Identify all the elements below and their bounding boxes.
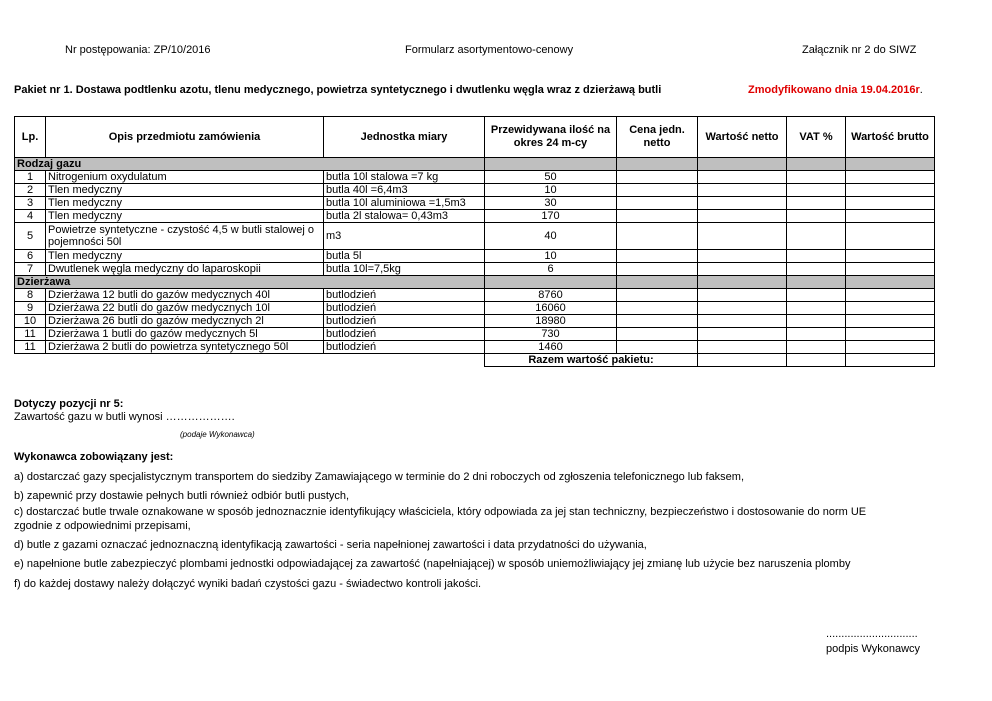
cell-vat[interactable] [787, 302, 846, 315]
signature-dots: .............................. [826, 628, 918, 640]
form-title: Formularz asortymentowo-cenowy [405, 44, 574, 56]
table-row [15, 315, 935, 328]
cell-quantity: 1460 [485, 341, 617, 354]
cell-vat[interactable] [787, 171, 846, 184]
cell-lp: 6 [15, 250, 46, 263]
cell-description: Dzierżawa 12 butli do gazów medycznych 40l [46, 289, 324, 302]
cell-gross-value[interactable] [846, 341, 935, 354]
cell-unit: butlodzień [324, 328, 485, 341]
cell-unit: butlodzień [324, 341, 485, 354]
price-table [14, 116, 935, 367]
cell-quantity: 6 [485, 263, 617, 276]
cell-gross-value[interactable] [846, 315, 935, 328]
col-description: Opis przedmiotu zamówienia [46, 117, 324, 158]
table-row [15, 302, 935, 315]
attachment-number: Załącznik nr 2 do SIWZ [802, 44, 917, 56]
cell-unit-price[interactable] [617, 289, 698, 302]
table-row [15, 250, 935, 263]
cell-description: Dzierżawa 26 butli do gazów medycznych 2l [46, 315, 324, 328]
cell-unit-price[interactable] [617, 223, 698, 250]
cell-vat[interactable] [787, 341, 846, 354]
total-label: Razem wartość pakietu: [485, 354, 698, 367]
table-row [15, 223, 935, 250]
cell-description: Tlen medyczny [46, 197, 324, 210]
obligations-title: Wykonawca zobowiązany jest: [14, 451, 174, 463]
cell-net-value[interactable] [698, 184, 787, 197]
cell-description: Dwutlenek węgla medyczny do laparoskopii [46, 263, 324, 276]
col-unit-price: Cena jedn. netto [617, 117, 698, 158]
obligation-e: e) napełnione butle zabezpieczyć plombami jednostki odpowiadającej za zawartość (napełniającej) w sposób uniemożliwiający jej zmianę lub użycie bez naruszenia plomby [14, 558, 851, 570]
cell-description: Tlen medyczny [46, 250, 324, 263]
table-row [15, 263, 935, 276]
cell-unit: m3 [324, 223, 485, 250]
cell-gross-value[interactable] [846, 302, 935, 315]
cell-unit-price[interactable] [617, 302, 698, 315]
total-gross-value[interactable] [846, 354, 935, 367]
cell-quantity: 10 [485, 250, 617, 263]
cell-unit-price[interactable] [617, 171, 698, 184]
cell-gross-value[interactable] [846, 263, 935, 276]
cell-net-value[interactable] [698, 263, 787, 276]
cell-gross-value[interactable] [846, 184, 935, 197]
signature-label: podpis Wykonawcy [826, 643, 921, 655]
cell-unit: butla 40l =6,4m3 [324, 184, 485, 197]
table-row [15, 184, 935, 197]
cell-net-value[interactable] [698, 197, 787, 210]
obligation-f: f) do każdej dostawy należy dołączyć wyniki badań czystości gazu - świadectwo kontroli jakości. [14, 578, 482, 590]
obligation-a: a) dostarczać gazy specjalistycznym transportem do siedziby Zamawiającego w terminie do 2 dni roboczych od zgłoszenia telefonicznego lub faksem, [14, 471, 745, 483]
cell-net-value[interactable] [698, 289, 787, 302]
table-row [15, 210, 935, 223]
cell-gross-value[interactable] [846, 210, 935, 223]
cell-description: Tlen medyczny [46, 184, 324, 197]
cell-gross-value[interactable] [846, 289, 935, 302]
cell-unit-price[interactable] [617, 250, 698, 263]
cell-description: Dzierżawa 22 butli do gazów medycznych 10l [46, 302, 324, 315]
table-row [15, 328, 935, 341]
modified-note-dot: . [919, 84, 923, 96]
position5-line: Zawartość gazu w butli wynosi ………………. [14, 411, 235, 423]
section-row-gas [15, 158, 935, 171]
cell-net-value[interactable] [698, 210, 787, 223]
cell-vat[interactable] [787, 210, 846, 223]
cell-quantity: 18980 [485, 315, 617, 328]
cell-net-value[interactable] [698, 302, 787, 315]
col-unit: Jednostka miary [324, 117, 485, 158]
cell-lp: 10 [15, 315, 46, 328]
cell-quantity: 8760 [485, 289, 617, 302]
cell-lp: 9 [15, 302, 46, 315]
cell-unit-price[interactable] [617, 315, 698, 328]
cell-gross-value[interactable] [846, 328, 935, 341]
table-header-row [15, 117, 935, 158]
cell-net-value[interactable] [698, 315, 787, 328]
cell-gross-value[interactable] [846, 223, 935, 250]
obligation-b: b) zapewnić przy dostawie pełnych butli również odbiór butli pustych, [14, 490, 350, 502]
cell-gross-value[interactable] [846, 197, 935, 210]
cell-unit: butlodzień [324, 315, 485, 328]
cell-vat[interactable] [787, 328, 846, 341]
cell-description: Tlen medyczny [46, 210, 324, 223]
cell-unit-price[interactable] [617, 341, 698, 354]
cell-lp: 7 [15, 263, 46, 276]
cell-lp: 4 [15, 210, 46, 223]
col-net-value: Wartość netto [698, 117, 787, 158]
cell-net-value[interactable] [698, 171, 787, 184]
cell-unit-price[interactable] [617, 197, 698, 210]
cell-gross-value[interactable] [846, 250, 935, 263]
cell-lp: 3 [15, 197, 46, 210]
total-net-value[interactable] [698, 354, 787, 367]
cell-gross-value[interactable] [846, 171, 935, 184]
cell-description: Powietrze syntetyczne - czystość 4,5 w butli stalowej o pojemności 50l [46, 223, 324, 250]
total-vat[interactable] [787, 354, 846, 367]
position5-hint: (podaje Wykonawca) [180, 430, 255, 439]
cell-lp: 2 [15, 184, 46, 197]
cell-lp: 11 [15, 341, 46, 354]
cell-description: Dzierżawa 1 butli do gazów medycznych 5l [46, 328, 324, 341]
cell-unit: butla 10l stalowa =7 kg [324, 171, 485, 184]
cell-unit-price[interactable] [617, 263, 698, 276]
section-label: Dzierżawa [15, 276, 485, 289]
cell-lp: 1 [15, 171, 46, 184]
table-row [15, 171, 935, 184]
cell-quantity: 170 [485, 210, 617, 223]
cell-unit: butla 2l stalowa= 0,43m3 [324, 210, 485, 223]
cell-unit-price[interactable] [617, 184, 698, 197]
cell-lp: 11 [15, 328, 46, 341]
cell-description: Nitrogenium oxydulatum [46, 171, 324, 184]
cell-quantity: 30 [485, 197, 617, 210]
obligation-d: d) butle z gazami oznaczać jednoznaczną identyfikacją zawartości - seria napełnionej zawartości i data przydatności do używania, [14, 539, 647, 551]
table-row [15, 289, 935, 302]
cell-quantity: 10 [485, 184, 617, 197]
cell-quantity: 730 [485, 328, 617, 341]
col-vat: VAT % [787, 117, 846, 158]
cell-net-value[interactable] [698, 341, 787, 354]
case-number: Nr postępowania: ZP/10/2016 [65, 44, 211, 56]
table-row [15, 197, 935, 210]
cell-quantity: 40 [485, 223, 617, 250]
cell-unit: butla 10l=7,5kg [324, 263, 485, 276]
cell-unit-price[interactable] [617, 210, 698, 223]
cell-unit: butla 5l [324, 250, 485, 263]
cell-net-value[interactable] [698, 250, 787, 263]
modified-note [748, 84, 923, 96]
col-quantity: Przewidywana ilość na okres 24 m-cy [485, 117, 617, 158]
cell-description: Dzierżawa 2 butli do powietrza syntetycznego 50l [46, 341, 324, 354]
cell-unit: butla 10l aluminiowa =1,5m3 [324, 197, 485, 210]
cell-lp: 5 [15, 223, 46, 250]
cell-net-value[interactable] [698, 328, 787, 341]
position5-title: Dotyczy pozycji nr 5: [14, 398, 124, 410]
cell-vat[interactable] [787, 197, 846, 210]
table-row [15, 341, 935, 354]
cell-vat[interactable] [787, 263, 846, 276]
package-title: Pakiet nr 1. Dostawa podtlenku azotu, tlenu medycznego, powietrza syntetycznego i dwutlenku węgla wraz z dzierżawą butli [14, 84, 662, 96]
cell-unit-price[interactable] [617, 328, 698, 341]
cell-quantity: 16060 [485, 302, 617, 315]
col-lp: Lp. [15, 117, 46, 158]
cell-vat[interactable] [787, 223, 846, 250]
col-gross-value: Wartość brutto [846, 117, 935, 158]
section-row-lease [15, 276, 935, 289]
cell-vat[interactable] [787, 184, 846, 197]
cell-net-value[interactable] [698, 223, 787, 250]
cell-vat[interactable] [787, 315, 846, 328]
total-row [15, 354, 935, 367]
cell-vat[interactable] [787, 250, 846, 263]
cell-lp: 8 [15, 289, 46, 302]
modified-note-text: Zmodyfikowano dnia 19.04.2016r [748, 84, 920, 96]
cell-quantity: 50 [485, 171, 617, 184]
cell-unit: butlodzień [324, 302, 485, 315]
cell-vat[interactable] [787, 289, 846, 302]
cell-unit: butlodzień [324, 289, 485, 302]
section-label: Rodzaj gazu [15, 158, 485, 171]
obligation-c: c) dostarczać butle trwale oznakowane w sposób jednoznacznie identyfikujący właściciela, który odpowiada za jej stan techniczny, bezpieczeństwo i dostosowanie do norm UE [14, 506, 867, 518]
obligation-c-cont: zgodnie z odpowiednimi przepisami, [14, 520, 191, 532]
